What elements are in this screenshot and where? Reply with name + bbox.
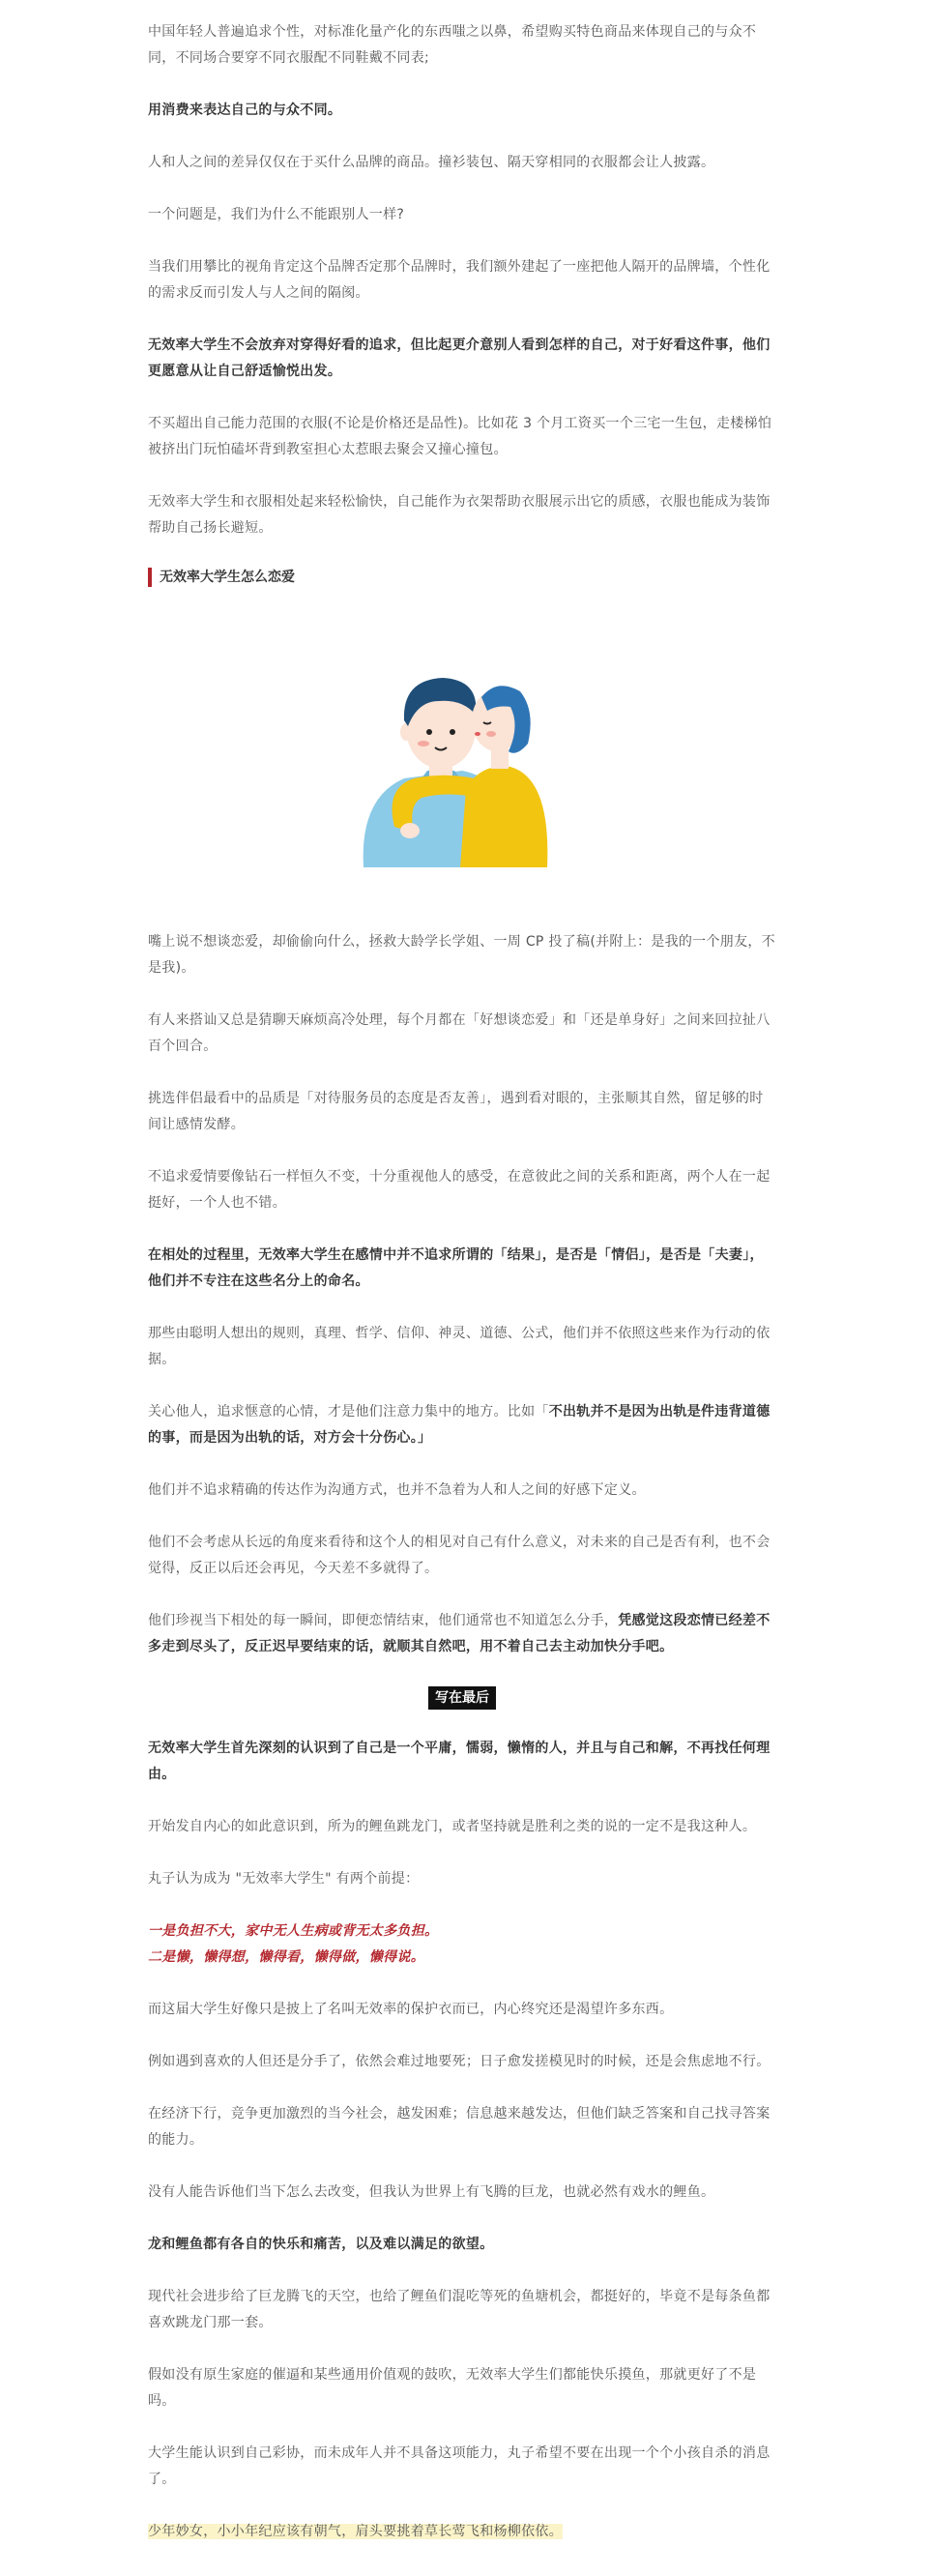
article-body — [148, 19, 776, 2545]
paragraph: 开始发自内心的如此意识到，所为的鲤鱼跳龙门，或者坚持就是胜利之类的说的一定不是我这种人。 — [148, 1819, 757, 1834]
paragraph: 假如没有原生家庭的催逼和某些通用价值观的鼓吹，无效率大学生们都能快乐摸鱼，那就更好了不是吗。 — [148, 2367, 757, 2409]
closing-paragraph — [148, 2519, 776, 2545]
paragraph: 现代社会进步给了巨龙腾飞的天空，也给了鲤鱼们混吃等死的鱼塘机会，都挺好的，毕竟不是每条鱼都喜欢跳龙门那一套。 — [148, 2289, 771, 2330]
paragraph: 不追求爱情要像钻石一样恒久不变，十分重视他人的感受，在意彼此之间的关系和距离，两个人在一起挺好，一个人也不错。 — [148, 1169, 771, 1211]
paragraph-care — [148, 1399, 776, 1451]
premises-list — [148, 1918, 776, 1971]
premise-one: 一是负担不大，家中无人生病或背无太多负担。 — [148, 1923, 439, 1939]
paragraph-cherish-normal: 他们珍视当下相处的每一瞬间，即便恋情结束，他们通常也不知道怎么分手， — [148, 1613, 619, 1628]
bold-paragraph: 龙和鲤鱼都有各自的快乐和痛苦，以及难以满足的欲望。 — [148, 2237, 494, 2252]
paragraph: 他们不会考虑从长远的角度来看待和这个人的相见对自己有什么意义，对未来的自己是否有利，也不会觉得，反正以后还会再见，今天差不多就得了。 — [148, 1535, 771, 1576]
paragraph: 一个问题是，我们为什么不能跟别人一样? — [148, 207, 405, 222]
paragraph: 他们并不追求精确的传达作为沟通方式，也并不急着为人和人之间的好感下定义。 — [148, 1482, 646, 1498]
paragraph: 不买超出自己能力范围的衣服(不论是价格还是品性)。比如花 3 个月工资买一个三宅一生包，走楼梯怕被挤出门玩怕磕坏背到教室担心太惹眼去聚会又撞心撞包。 — [148, 416, 772, 457]
hugging-couple-icon — [346, 643, 578, 875]
paragraph: 大学生能认识到自己彩协，而未成年人并不具备这项能力，丸子希望不要在出现一个个小孩自杀的消息了。 — [148, 2445, 771, 2487]
paragraph: 丸子认为成为 "无效率大学生" 有两个前提： — [148, 1871, 420, 1887]
paragraph-cherish-bold: 凭感觉这段恋情已经差不多走到尽头了，反正迟早要结束的话，就顺其自然吧，用不着自己去主动加快分手吧。 — [148, 1613, 771, 1654]
paragraph: 没有人能告诉他们当下怎么去改变，但我认为世界上有飞腾的巨龙，也就必然有戏水的鲤鱼。 — [148, 2184, 715, 2200]
bold-paragraph: 无效率大学生不会放弃对穿得好看的追求，但比起更介意别人看到怎样的自己，对于好看这件事，他们更愿意从让自己舒适愉悦出发。 — [148, 337, 771, 379]
paragraph: 无效率大学生和衣服相处起来轻松愉快，自己能作为衣架帮助衣服展示出它的质感，衣服也能成为装饰帮助自己扬长避短。 — [148, 494, 771, 536]
couple-illustration — [148, 614, 776, 904]
premise-two: 二是懒，懒得想，懒得看，懒得做，懒得说。 — [148, 1949, 424, 1965]
paragraph: 那些由聪明人想出的规则，真理、哲学、信仰、神灵、道德、公式，他们并不依照这些来作为行动的依据。 — [148, 1326, 771, 1367]
bold-paragraph: 用消费来表达自己的与众不同。 — [148, 102, 342, 118]
paragraph: 例如遇到喜欢的人但还是分手了，依然会难过地要死；日子愈发搓模见时的时候，还是会焦虑地不行。 — [148, 2054, 771, 2069]
bold-paragraph: 在相处的过程里，无效率大学生在感情中并不追求所谓的「结果」，是否是「情侣」，是否是「夫妻」，他们并不专注在这些名分上的命名。 — [148, 1247, 764, 1289]
final-section-title-wrap — [148, 1686, 776, 1710]
bold-paragraph: 无效率大学生首先深刻的认识到了自己是一个平庸，懦弱，懒惰的人，并且与自己和解，不再找任何理由。 — [148, 1741, 771, 1782]
section-heading: 无效率大学生怎么恋爱 — [148, 568, 776, 587]
paragraph: 嘴上说不想谈恋爱，却偷偷向什么，拯救大龄学长学姐、一周 CP 投了稿(并附上：是我的一个朋友，不是我)。 — [148, 934, 775, 976]
paragraph: 而这届大学生好像只是披上了名叫无效率的保护衣而已，内心终究还是渴望许多东西。 — [148, 2002, 674, 2017]
paragraph: 挑选伴侣最看中的品质是「对待服务员的态度是否友善」，遇到看对眼的，主张顺其自然，留足够的时间让感情发酵。 — [148, 1091, 764, 1132]
closing-highlight: 少年妙女，小小年纪应该有朝气，肩头要挑着草长莺飞和杨柳依依。 — [148, 2524, 563, 2539]
paragraph: 在经济下行，竞争更加激烈的当今社会，越发困难；信息越来越发达，但他们缺乏答案和自己找寻答案的能力。 — [148, 2106, 771, 2148]
paragraph: 人和人之间的差异仅仅在于买什么品牌的商品。撞衫装包、隔天穿相同的衣服都会让人披露。 — [148, 155, 715, 170]
paragraph: 当我们用攀比的视角肯定这个品牌否定那个品牌时，我们额外建起了一座把他人隔开的品牌墙，个性化的需求反而引发人与人之间的隔阂。 — [148, 259, 771, 301]
paragraph-care-bold: 不出轨并不是因为出轨是件违背道德的事，而是因为出轨的话，对方会十分伤心。」 — [148, 1404, 771, 1446]
paragraph: 有人来搭讪又总是猜聊天麻烦高冷处理，每个月都在「好想谈恋爱」和「还是单身好」之间来回拉扯八百个回合。 — [148, 1012, 771, 1054]
paragraph-care-normal: 关心他人，追求惬意的心情，才是他们注意力集中的地方。比如「 — [148, 1404, 549, 1420]
paragraph-cherish — [148, 1608, 776, 1660]
paragraph: 中国年轻人普遍追求个性，对标准化量产化的东西嗤之以鼻，希望购买特色商品来体现自己的与众不同，不同场合要穿不同衣服配不同鞋戴不同表; — [148, 24, 757, 66]
final-section-title: 写在最后 — [428, 1686, 496, 1710]
